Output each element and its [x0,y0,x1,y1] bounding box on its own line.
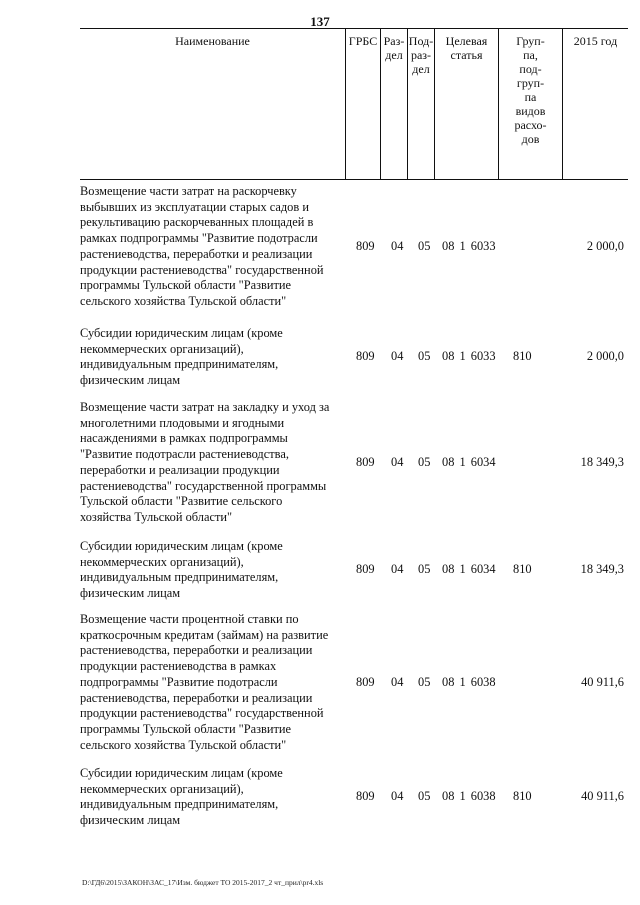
row-group: 810 [513,562,532,576]
header-expense-group: Груп- па, под- груп- па видов расхо- дов [498,29,562,179]
row-grbs: 809 [356,675,375,689]
row-amount: 18 349,3 [580,455,624,469]
row-amount: 2 000,0 [586,239,624,253]
row-razdel: 04 [391,455,404,469]
row-podrazdel: 05 [418,349,431,363]
row-grbs: 809 [356,455,375,469]
row-podrazdel: 05 [418,455,431,469]
row-name: Субсидии юридическим лицам (кроме некоммерческих организаций), индивидуальным предпринимателям, физическим лицам [80,766,283,828]
header-grbs: ГРБС [345,29,380,179]
row-target: 08 1 6034 [442,455,496,469]
page-number: 137 [310,14,330,29]
row-name: Возмещение части затрат на раскорчевку выбывших из эксплуатации старых садов и рекультивацию раскорчеванных площадей в рамках подпрограммы "Развитие подотрасли растениеводства, переработки и реализации продукции растениеводства" государственной программы Тульской области "Развитие сельского хозяйства Тульской области" [80,184,324,308]
header-razdel: Раз- дел [380,29,407,179]
row-target: 08 1 6033 [442,349,496,363]
row-amount: 2 000,0 [586,349,624,363]
row-razdel: 04 [391,675,404,689]
row-grbs: 809 [356,789,375,803]
row-amount: 40 911,6 [581,789,624,803]
row-amount: 18 349,3 [580,562,624,576]
row-podrazdel: 05 [418,239,431,253]
header-target-article: Целевая статья [434,29,498,179]
row-name: Субсидии юридическим лицам (кроме некоммерческих организаций), индивидуальным предпринимателям, физическим лицам [80,326,283,388]
header-year: 2015 год [562,29,628,179]
row-podrazdel: 05 [418,675,431,689]
row-name: Возмещение части процентной ставки по краткосрочным кредитам (займам) на развитие растениеводства, переработки и реализации продукции растениеводства в рамках подпрограммы "Развитие подотрасли растениеводства, переработки и реализации продукции растениеводства" государственной программы Тульской области "Развитие сельского хозяйства Тульской области" [80,612,329,752]
row-podrazdel: 05 [418,562,431,576]
row-razdel: 04 [391,349,404,363]
row-group: 810 [513,349,532,363]
row-grbs: 809 [356,349,375,363]
row-name: Возмещение части затрат на закладку и уход за многолетними плодовыми и ягодными насаждениями в рамках подпрограммы "Развитие подотрасли растениеводства, переработки и реализации продукции растениеводства" государственной программы Тульской области "Развитие сельского хозяйства Тульской области" [80,400,330,524]
row-target: 08 1 6038 [442,789,496,803]
row-amount: 40 911,6 [581,675,624,689]
row-name: Субсидии юридическим лицам (кроме некоммерческих организаций), индивидуальным предпринимателям, физическим лицам [80,539,283,601]
header-podrazdel: Под- раз- дел [407,29,434,179]
row-target: 08 1 6034 [442,562,496,576]
row-razdel: 04 [391,239,404,253]
row-grbs: 809 [356,239,375,253]
row-target: 08 1 6033 [442,239,496,253]
table-header [80,28,628,180]
row-razdel: 04 [391,789,404,803]
row-grbs: 809 [356,562,375,576]
row-group: 810 [513,789,532,803]
header-name: Наименование [175,34,250,48]
row-podrazdel: 05 [418,789,431,803]
file-path-footer: D:\ГД6\2015\ЗАКОН\ЗАС_17\Изм. бюджет ТО 2015-2017_2 чт_прил\pr4.xls [82,878,324,887]
row-target: 08 1 6038 [442,675,496,689]
row-razdel: 04 [391,562,404,576]
